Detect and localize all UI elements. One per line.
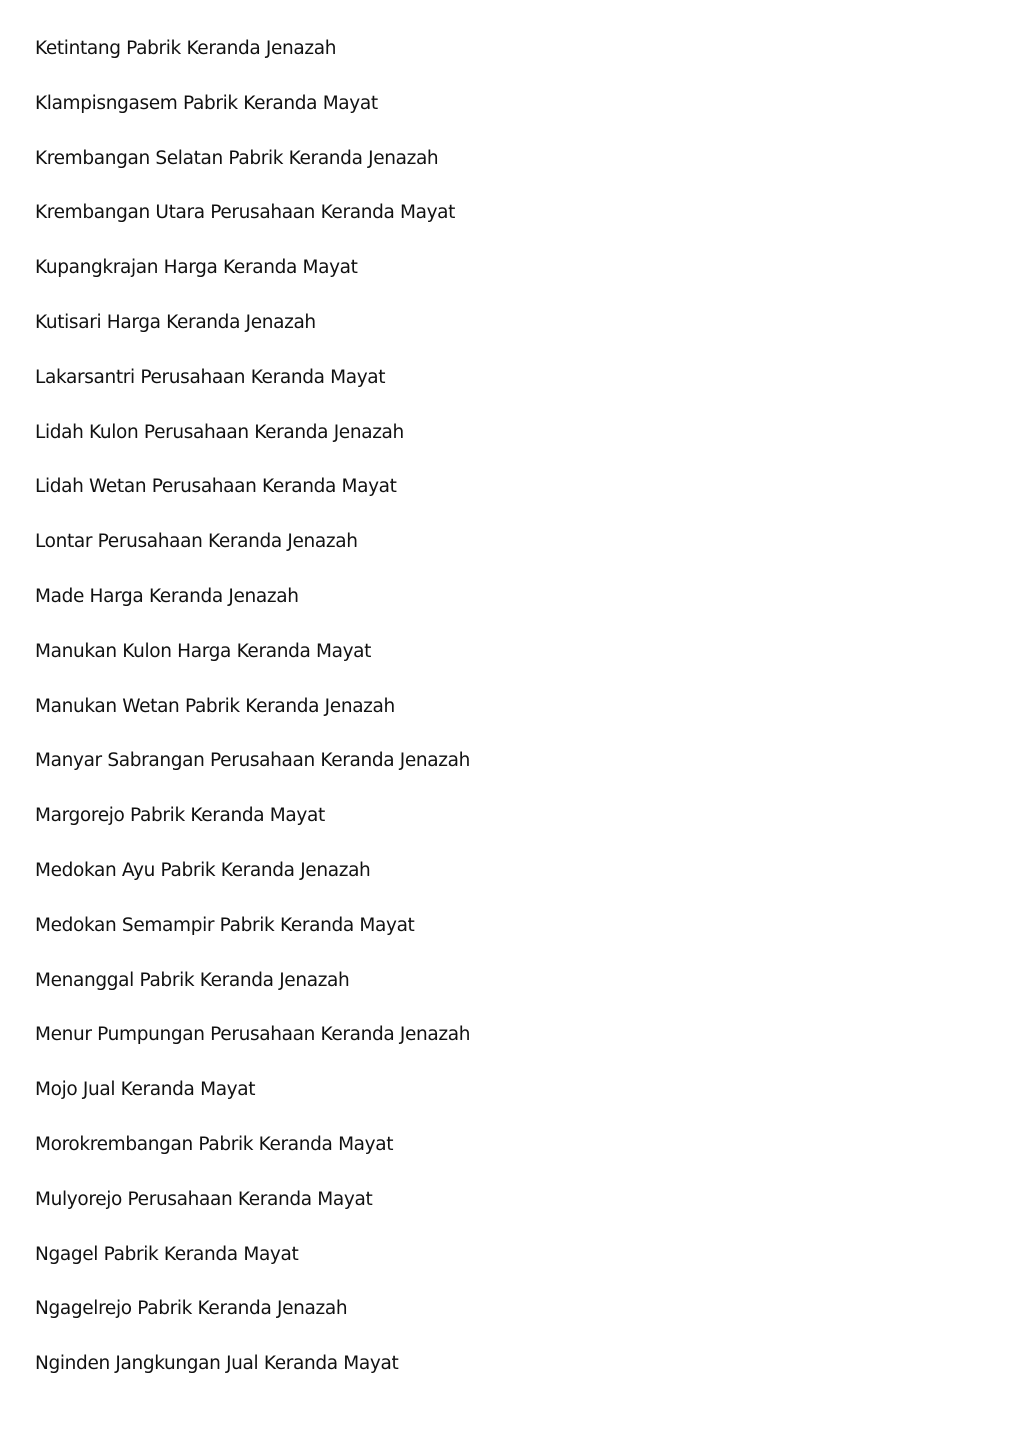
list-item: Medokan Ayu Pabrik Keranda Jenazah bbox=[35, 859, 371, 881]
list-item: Mulyorejo Perusahaan Keranda Mayat bbox=[35, 1188, 373, 1210]
list-item: Krembangan Utara Perusahaan Keranda Mayat bbox=[35, 202, 456, 224]
list-item: Lidah Wetan Perusahaan Keranda Mayat bbox=[35, 476, 397, 498]
list-item: Menanggal Pabrik Keranda Jenazah bbox=[35, 969, 350, 991]
list-item: Menur Pumpungan Perusahaan Keranda Jenazah bbox=[35, 1024, 471, 1046]
list-item: Lakarsantri Perusahaan Keranda Mayat bbox=[35, 366, 386, 388]
list-item: Lidah Kulon Perusahaan Keranda Jenazah bbox=[35, 421, 404, 443]
list-item: Manyar Sabrangan Perusahaan Keranda Jenazah bbox=[35, 750, 471, 772]
text-list bbox=[35, 35, 470, 1405]
list-item: Ngagelrejo Pabrik Keranda Jenazah bbox=[35, 1298, 348, 1320]
list-item: Morokrembangan Pabrik Keranda Mayat bbox=[35, 1133, 394, 1155]
list-item: Nginden Jangkungan Jual Keranda Mayat bbox=[35, 1353, 399, 1375]
list-item: Manukan Kulon Harga Keranda Mayat bbox=[35, 640, 372, 662]
list-item: Mojo Jual Keranda Mayat bbox=[35, 1079, 256, 1101]
list-item: Kupangkrajan Harga Keranda Mayat bbox=[35, 257, 358, 279]
list-item: Made Harga Keranda Jenazah bbox=[35, 585, 299, 607]
list-item: Krembangan Selatan Pabrik Keranda Jenazah bbox=[35, 147, 439, 169]
list-item: Medokan Semampir Pabrik Keranda Mayat bbox=[35, 914, 415, 936]
list-item: Klampisngasem Pabrik Keranda Mayat bbox=[35, 92, 378, 114]
list-item: Ngagel Pabrik Keranda Mayat bbox=[35, 1243, 299, 1265]
list-item: Lontar Perusahaan Keranda Jenazah bbox=[35, 531, 358, 553]
list-item: Kutisari Harga Keranda Jenazah bbox=[35, 311, 316, 333]
list-item: Ketintang Pabrik Keranda Jenazah bbox=[35, 38, 337, 59]
list-item: Manukan Wetan Pabrik Keranda Jenazah bbox=[35, 695, 395, 717]
list-item: Margorejo Pabrik Keranda Mayat bbox=[35, 805, 325, 827]
